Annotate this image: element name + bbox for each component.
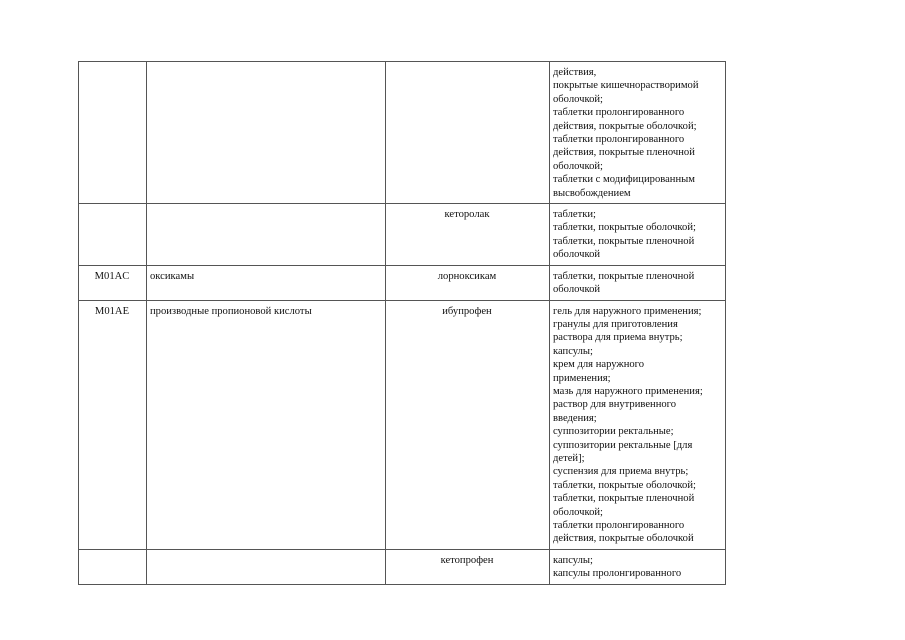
- dosage-forms-cell: [550, 265, 726, 300]
- dosage-form-line: таблетки, покрытые пленочной: [553, 493, 695, 505]
- atc-code-cell: [79, 204, 147, 266]
- dosage-form-line: высвобождением: [553, 187, 631, 199]
- dosage-forms-cell: [550, 62, 726, 204]
- dosage-forms-cell: [550, 204, 726, 266]
- drug-name-cell: кетопрофен: [386, 549, 550, 584]
- dosage-form-line: таблетки, покрытые пленочной: [553, 235, 695, 247]
- dosage-form-line: оболочкой: [553, 284, 601, 296]
- dosage-form-line: капсулы;: [553, 554, 593, 566]
- dosage-forms-cell: [550, 300, 726, 549]
- atc-code-cell: [79, 62, 147, 204]
- dosage-form-line: таблетки, покрытые оболочкой;: [553, 479, 696, 491]
- dosage-form-line: крем для наружного: [553, 359, 645, 371]
- drug-name-cell: [386, 62, 550, 204]
- dosage-form-line: действия, покрытые оболочкой: [553, 533, 694, 545]
- pharmacological-group-cell: оксикамы: [147, 265, 386, 300]
- dosage-form-line: таблетки с модифицированным: [553, 174, 695, 186]
- dosage-form-line: раствор для внутривенного: [553, 399, 677, 411]
- dosage-form-line: оболочкой: [553, 249, 601, 261]
- dosage-form-line: мазь для наружного применения;: [553, 385, 703, 397]
- table-row: [79, 62, 726, 204]
- dosage-form-line: капсулы;: [553, 345, 593, 357]
- dosage-form-line: детей];: [553, 452, 585, 464]
- dosage-form-line: покрытые кишечнорастворимой: [553, 80, 699, 92]
- pharmacological-group-cell: [147, 204, 386, 266]
- dosage-form-line: таблетки пролонгированного: [553, 134, 685, 146]
- drug-name-cell: кеторолак: [386, 204, 550, 266]
- dosage-form-line: таблетки, покрытые пленочной: [553, 270, 695, 282]
- dosage-form-line: действия, покрытые оболочкой;: [553, 120, 697, 132]
- table-row: [79, 265, 726, 300]
- drug-name-cell: лорноксикам: [386, 265, 550, 300]
- table-row: [79, 204, 726, 266]
- drug-name-cell: ибупрофен: [386, 300, 550, 549]
- dosage-form-line: суппозитории ректальные [для: [553, 439, 693, 451]
- dosage-form-line: действия,: [553, 67, 597, 78]
- atc-code-cell: [79, 549, 147, 584]
- dosage-form-line: таблетки пролонгированного: [553, 520, 685, 531]
- dosage-form-line: оболочкой;: [553, 506, 603, 518]
- dosage-form-line: таблетки, покрытые оболочкой;: [553, 222, 696, 234]
- dosage-form-line: таблетки;: [553, 209, 596, 221]
- pharmacological-group-cell: [147, 62, 386, 204]
- dosage-form-line: суспензия для приема внутрь;: [553, 466, 689, 478]
- dosage-form-line: оболочкой;: [553, 93, 603, 105]
- dosage-form-line: применения;: [553, 372, 611, 384]
- dosage-form-line: оболочкой;: [553, 160, 603, 172]
- table-row: [79, 549, 726, 584]
- dosage-form-line: действия, покрытые пленочной: [553, 147, 695, 159]
- dosage-form-line: введения;: [553, 412, 597, 424]
- atc-code-cell: M01AC: [79, 265, 147, 300]
- pharmacological-group-cell: [147, 549, 386, 584]
- pharmacological-group-cell: производные пропионовой кислоты: [147, 300, 386, 549]
- drug-table: [78, 61, 726, 585]
- dosage-form-line: гранулы для приготовления: [553, 318, 678, 330]
- dosage-form-line: таблетки пролонгированного: [553, 107, 685, 119]
- dosage-form-line: капсулы пролонгированного: [553, 568, 682, 580]
- dosage-form-line: суппозитории ректальные;: [553, 426, 674, 438]
- atc-code-cell: M01AE: [79, 300, 147, 549]
- dosage-forms-cell: [550, 549, 726, 584]
- dosage-form-line: гель для наружного применения;: [553, 305, 702, 317]
- table-row: [79, 300, 726, 549]
- dosage-form-line: раствора для приема внутрь;: [553, 332, 683, 344]
